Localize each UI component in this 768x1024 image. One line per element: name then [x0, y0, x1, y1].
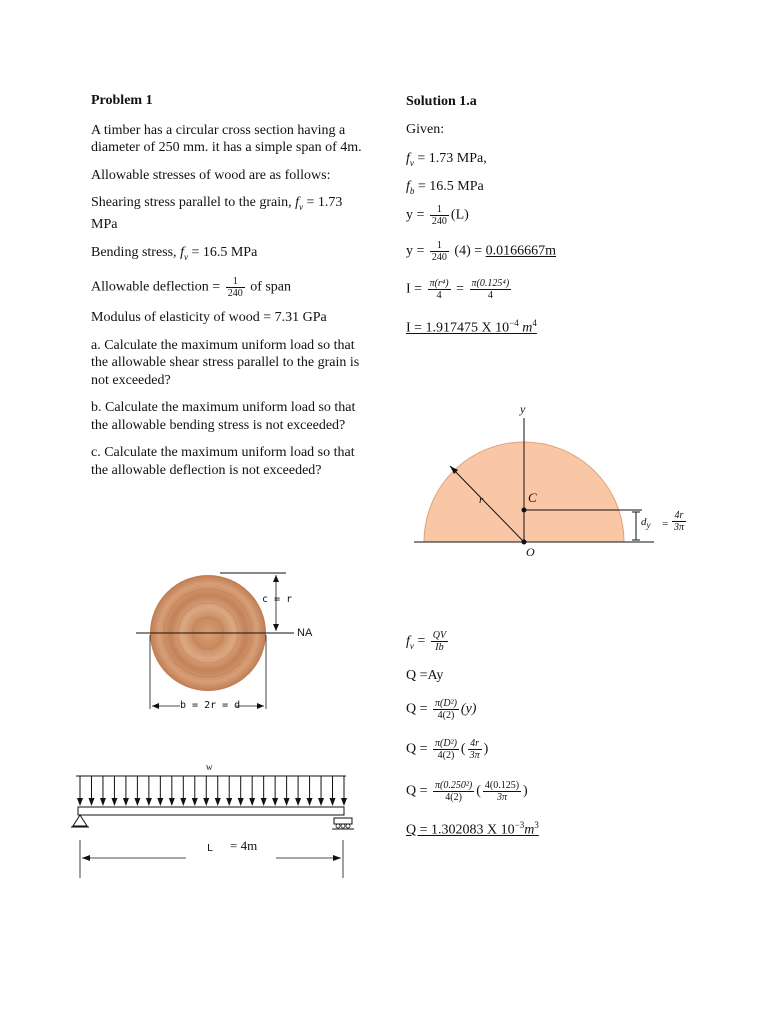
beam-diagram	[66, 760, 366, 882]
centroid-point	[522, 508, 527, 513]
deflection-line: Allowable deflection = $\frac{1}{240}$ of span	[91, 276, 292, 300]
y-formula: y = $\frac{1}{240}$ (L)	[406, 204, 469, 227]
pin-support	[73, 815, 87, 826]
semicircle-diagram	[414, 400, 694, 570]
load-arrow-head	[307, 798, 313, 806]
load-arrow-head	[238, 798, 244, 806]
fv-given: $f_v = 1.73$ MPa,	[406, 151, 487, 168]
semicircle-c-label: C	[528, 490, 537, 505]
load-arrow-head	[295, 798, 301, 806]
beam-w-label: w	[206, 762, 213, 772]
solution-title: Solution 1.a	[406, 94, 477, 109]
load-arrow-head	[284, 798, 290, 806]
inertia-formula: I = $\frac{\text{π(r⁴)}}{4}$ = $\frac{\text{π(0.125⁴)}}{4}$	[406, 278, 510, 301]
load-arrow-head	[134, 798, 140, 806]
load-arrow-head	[169, 798, 175, 806]
load-arrow-head	[88, 798, 94, 806]
modulus-line: Modulus of elasticity of wood = 7.31 GPa	[91, 310, 327, 326]
inertia-result: I = 1.917475 X $10^{-4}$ $m^4$	[406, 318, 537, 336]
q-formula-3: Q = $\frac{\text{π(0.250²)}}{4(2)}$ ( $\frac{4(0.125)}{3\pi}$ )	[406, 780, 528, 803]
beam	[78, 807, 344, 815]
load-arrow-head	[203, 798, 209, 806]
semicircle-y-label: y	[520, 402, 526, 416]
fb-given: $f_b = 16.5$ MPa	[406, 179, 484, 196]
fv-formula: $f_v$ = $\frac{QV}{Ib}$	[406, 630, 447, 653]
load-arrow-head	[180, 798, 186, 806]
semicircle-o-label: O	[526, 545, 535, 559]
load-arrow-head	[249, 798, 255, 806]
load-arrows	[77, 776, 347, 806]
load-arrow-head	[341, 798, 347, 806]
timber-c-label: c = r	[262, 594, 293, 605]
load-arrow-head	[192, 798, 198, 806]
question-b: b. Calculate the maximum uniform load so that the allowable bending stress is not exceeded?	[91, 400, 356, 433]
timber-na-label: NA	[297, 627, 313, 639]
given-label: Given:	[406, 122, 445, 137]
problem-intro: A timber has a circular cross section having a diameter of 250 mm. it has a simple span of 4m.	[91, 122, 362, 155]
load-arrow-head	[272, 798, 278, 806]
q-formula-2: Q = $\frac{\text{π(D²)}}{4(2)}$ ( $\frac{4r}{3\pi}$ )	[406, 738, 489, 761]
timber-cross-section	[130, 565, 330, 720]
question-a: a. Calculate the maximum uniform load so that the allowable shear stress parallel to the grain is not exceeded?	[91, 337, 360, 388]
load-arrow-head	[77, 798, 83, 806]
q-result: Q = 1.302083 X $10^{-3}m^3$	[406, 820, 539, 838]
semicircle-r-label: r	[479, 494, 484, 506]
load-arrow-head	[215, 798, 221, 806]
load-arrow-head	[146, 798, 152, 806]
load-arrow-head	[157, 798, 163, 806]
load-arrow-head	[318, 798, 324, 806]
bending-stress-line: Bending stress, $f_v = 16.5$ MPa	[91, 244, 258, 262]
problem-column	[91, 92, 371, 489]
timber-b-label: b = 2r = d	[180, 700, 241, 711]
q-ay: Q =Ay	[406, 668, 444, 683]
allowable-intro: Allowable stresses of wood are as follows:	[91, 167, 331, 183]
beam-L-label: L	[207, 843, 214, 854]
shear-stress-line: Shearing stress parallel to the grain, $f_v = 1.73$ MPa	[91, 195, 343, 233]
load-arrow-head	[111, 798, 117, 806]
semicircle-dy-fraction: $\frac{4r}{3\pi}$	[674, 510, 685, 533]
problem-title: Problem 1	[91, 93, 153, 108]
beam-L-value: = 4m	[230, 838, 258, 853]
y-value: y = $\frac{1}{240}$ (4) = 0.0166667m	[406, 240, 557, 263]
load-arrow-head	[330, 798, 336, 806]
load-arrow-head	[261, 798, 267, 806]
load-arrow-head	[100, 798, 106, 806]
semicircle-eq: =	[662, 518, 669, 530]
question-c: c. Calculate the maximum uniform load so that the allowable deflection is not exceeded?	[91, 445, 355, 478]
roller-support	[332, 818, 354, 829]
origin-point	[522, 540, 527, 545]
load-arrow-head	[123, 798, 129, 806]
semicircle-dy-label: $d_y$	[641, 516, 651, 531]
q-formula-1: Q = $\frac{\text{π(D²)}}{4(2)}$ (y)	[406, 698, 477, 721]
load-arrow-head	[226, 798, 232, 806]
